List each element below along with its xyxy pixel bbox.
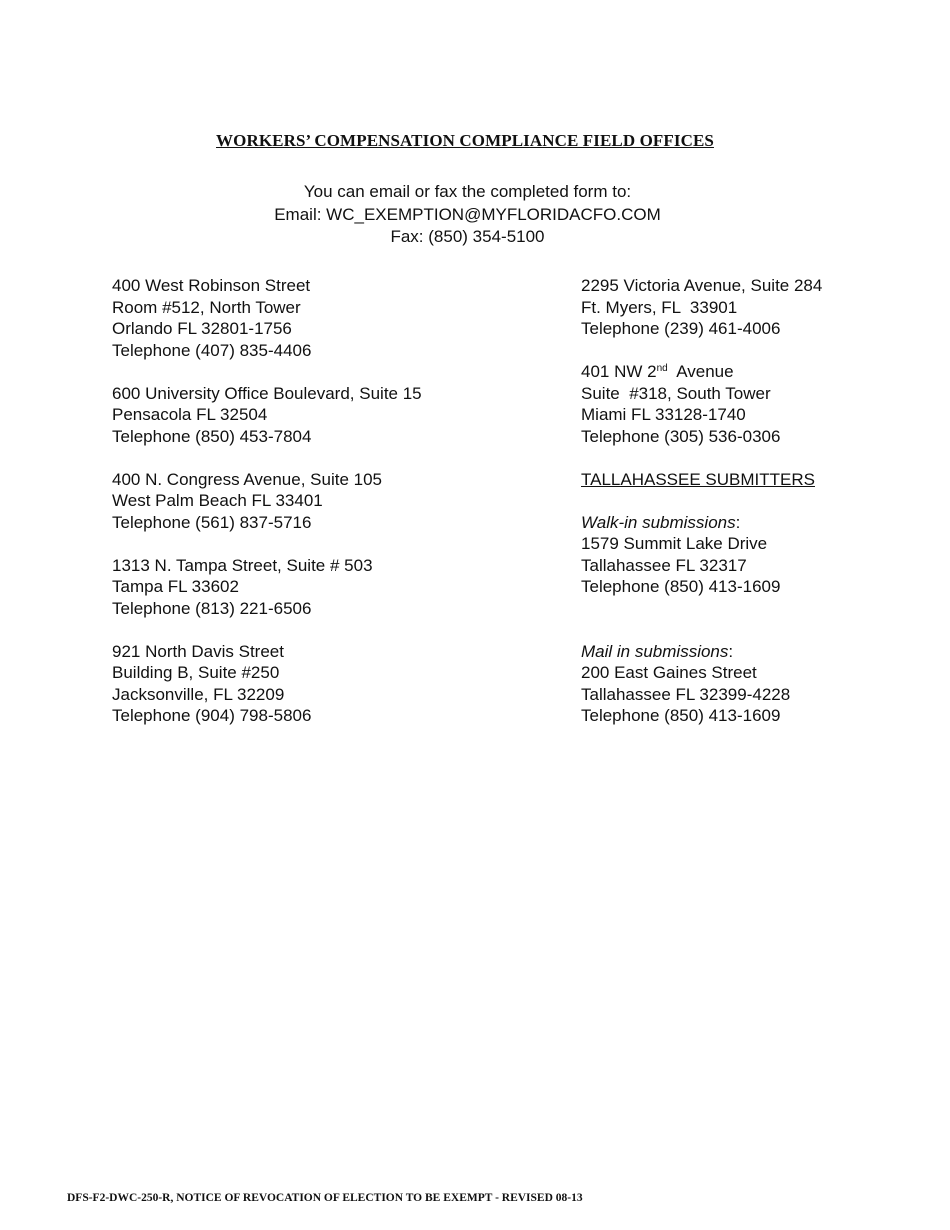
address-line: 401 NW 2nd Avenue [581, 362, 734, 381]
city-line: Ft. Myers, FL 33901 [581, 297, 738, 317]
office-pensacola [112, 383, 492, 448]
address-line: 400 N. Congress Avenue, Suite 105 [112, 469, 382, 489]
telephone-line: Telephone (904) 798-5806 [112, 706, 312, 725]
address-line: 2295 Victoria Avenue, Suite 284 [581, 276, 823, 295]
page-title: WORKERS’ COMPENSATION COMPLIANCE FIELD OFFICES [216, 131, 714, 150]
city-line: Pensacola FL 32504 [112, 405, 268, 424]
tallahassee-mail-in [581, 641, 921, 727]
address-line: 400 West Robinson Street [112, 276, 311, 295]
contact-intro: You can email or fax the completed form to: [303, 182, 632, 201]
tallahassee-walk-in [581, 512, 921, 598]
office-jacksonville [112, 641, 492, 727]
telephone-line: Telephone (813) 221-6506 [112, 598, 312, 618]
address-line: 600 University Office Boulevard, Suite 15 [112, 383, 422, 403]
office-fort-myers [581, 275, 921, 340]
address-line: 921 North Davis Street [112, 641, 284, 661]
telephone-line: Telephone (850) 413-1609 [581, 706, 781, 725]
tallahassee-heading: TALLAHASSEE SUBMITTERS [581, 469, 815, 489]
walk-in-label: Walk-in submissions: [581, 512, 741, 532]
address-line: Suite #318, South Tower [581, 383, 771, 403]
city-line: Tallahassee FL 32317 [581, 555, 747, 575]
contact-email: Email: WC_EXEMPTION@MYFLORIDACFO.COM [274, 204, 661, 224]
office-tampa [112, 555, 492, 620]
left-offices-column [112, 275, 492, 727]
mail-in-label: Mail in submissions: [581, 641, 734, 661]
address-line: 1579 Summit Lake Drive [581, 534, 768, 553]
telephone-line: Telephone (850) 413-1609 [581, 577, 781, 596]
office-miami [581, 361, 921, 447]
office-west-palm-beach [112, 469, 492, 534]
contact-block [0, 181, 935, 249]
contact-fax: Fax: (850) 354-5100 [390, 227, 545, 246]
city-line: West Palm Beach FL 33401 [112, 491, 323, 510]
telephone-line: Telephone (561) 837-5716 [112, 512, 312, 532]
right-offices-column [581, 275, 921, 727]
city-line: Miami FL 33128-1740 [581, 405, 746, 424]
address-line: Building B, Suite #250 [112, 663, 280, 682]
telephone-line: Telephone (239) 461-4006 [581, 319, 781, 338]
telephone-line: Telephone (407) 835-4406 [112, 340, 312, 360]
telephone-line: Telephone (850) 453-7804 [112, 426, 312, 446]
address-line: 1313 N. Tampa Street, Suite # 503 [112, 555, 373, 575]
address-line: 200 East Gaines Street [581, 663, 757, 682]
telephone-line: Telephone (305) 536-0306 [581, 426, 781, 446]
office-orlando [112, 275, 492, 361]
address-line: Room #512, North Tower [112, 297, 301, 317]
form-footer: DFS-F2-DWC-250-R, NOTICE OF REVOCATION OF ELECTION TO BE EXEMPT - REVISED 08-13 [67, 1192, 583, 1204]
city-line: Jacksonville, FL 32209 [112, 684, 285, 704]
city-line: Orlando FL 32801-1756 [112, 319, 292, 338]
city-line: Tallahassee FL 32399-4228 [581, 684, 791, 704]
city-line: Tampa FL 33602 [112, 577, 239, 596]
